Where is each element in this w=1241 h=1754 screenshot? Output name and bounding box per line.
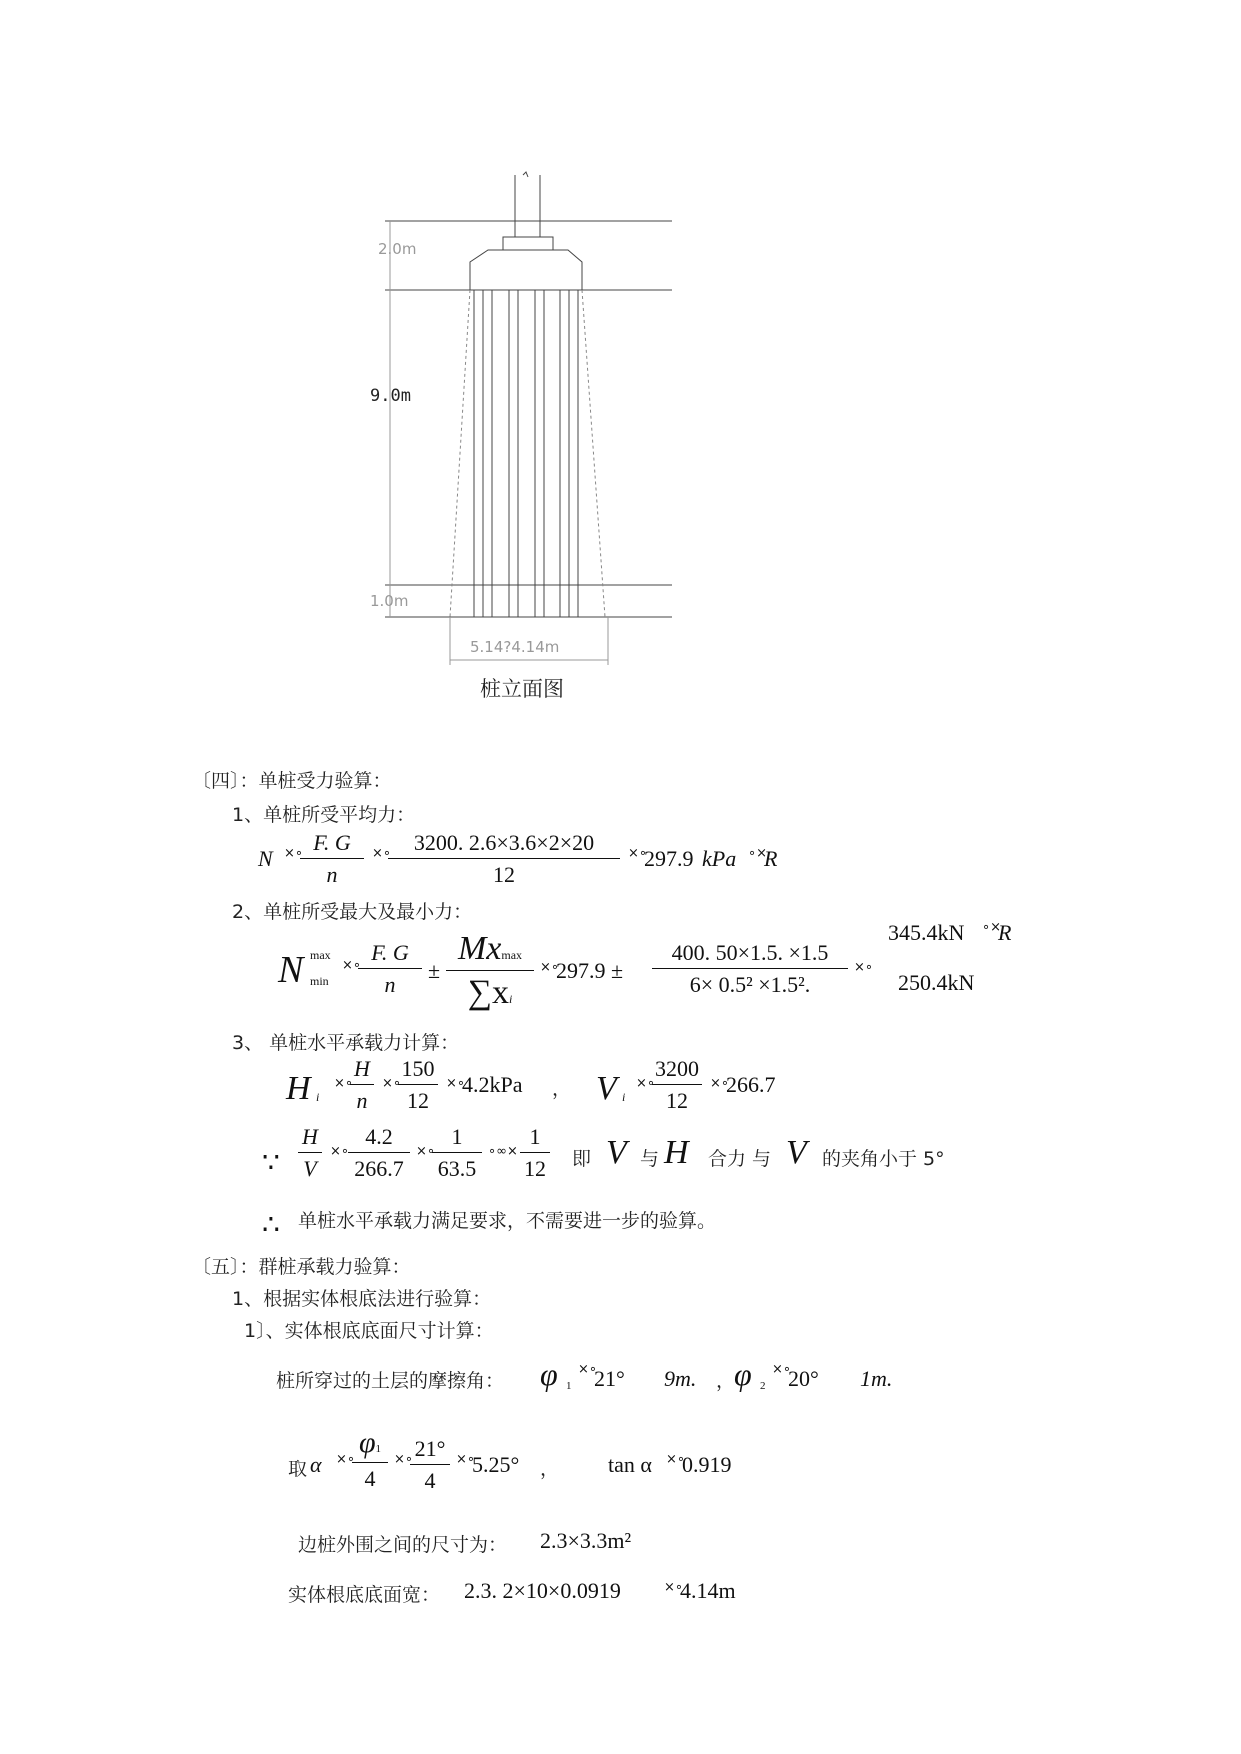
section4-conclusion: 单桩水平承载力满足要求，不需要进一步的验算。 xyxy=(298,1210,717,1232)
edge-pile-label: 边桩外围之间的尺寸为： xyxy=(298,1534,508,1556)
section4-heading: 〔四〕：单桩受力验算： xyxy=(192,770,392,792)
section4-item2: 2、单桩所受最大及最小力： xyxy=(232,901,473,923)
pedestal xyxy=(503,237,553,250)
base-width-result: 4.14m xyxy=(680,1578,736,1603)
section5-heading: 〔五〕：群桩承载力验算： xyxy=(192,1256,411,1278)
label-depth-bottom: 1.0m xyxy=(370,592,409,610)
section5-item1: 1、根据实体根底法进行验算： xyxy=(232,1288,492,1310)
label-depth-top: 2.0m xyxy=(378,240,417,258)
label-width: 5.14?4.14m xyxy=(470,638,560,656)
break-mark xyxy=(523,172,528,177)
spread-line-left xyxy=(450,290,470,617)
diagram-caption: 桩立面图 xyxy=(480,677,564,701)
spread-line-right xyxy=(582,290,605,617)
base-width-label: 实体根底底面宽： xyxy=(288,1584,441,1606)
pile-elevation-diagram xyxy=(0,0,1241,700)
base-width-expression: 2.3. 2×10×0.0919 xyxy=(464,1578,621,1603)
section5-item1a: 1〕、实体根底底面尺寸计算： xyxy=(244,1320,494,1342)
therefore-symbol: ∴ xyxy=(262,1210,280,1241)
label-depth-mid: 9.0m xyxy=(370,386,411,406)
pile-cap xyxy=(470,250,582,290)
piles xyxy=(474,290,578,617)
section4-item3: 3、 单桩水平承载力计算： xyxy=(232,1032,460,1054)
section4-item1: 1、单桩所受平均力： xyxy=(232,804,416,826)
edge-pile-value: 2.3×3.3m² xyxy=(540,1528,632,1553)
